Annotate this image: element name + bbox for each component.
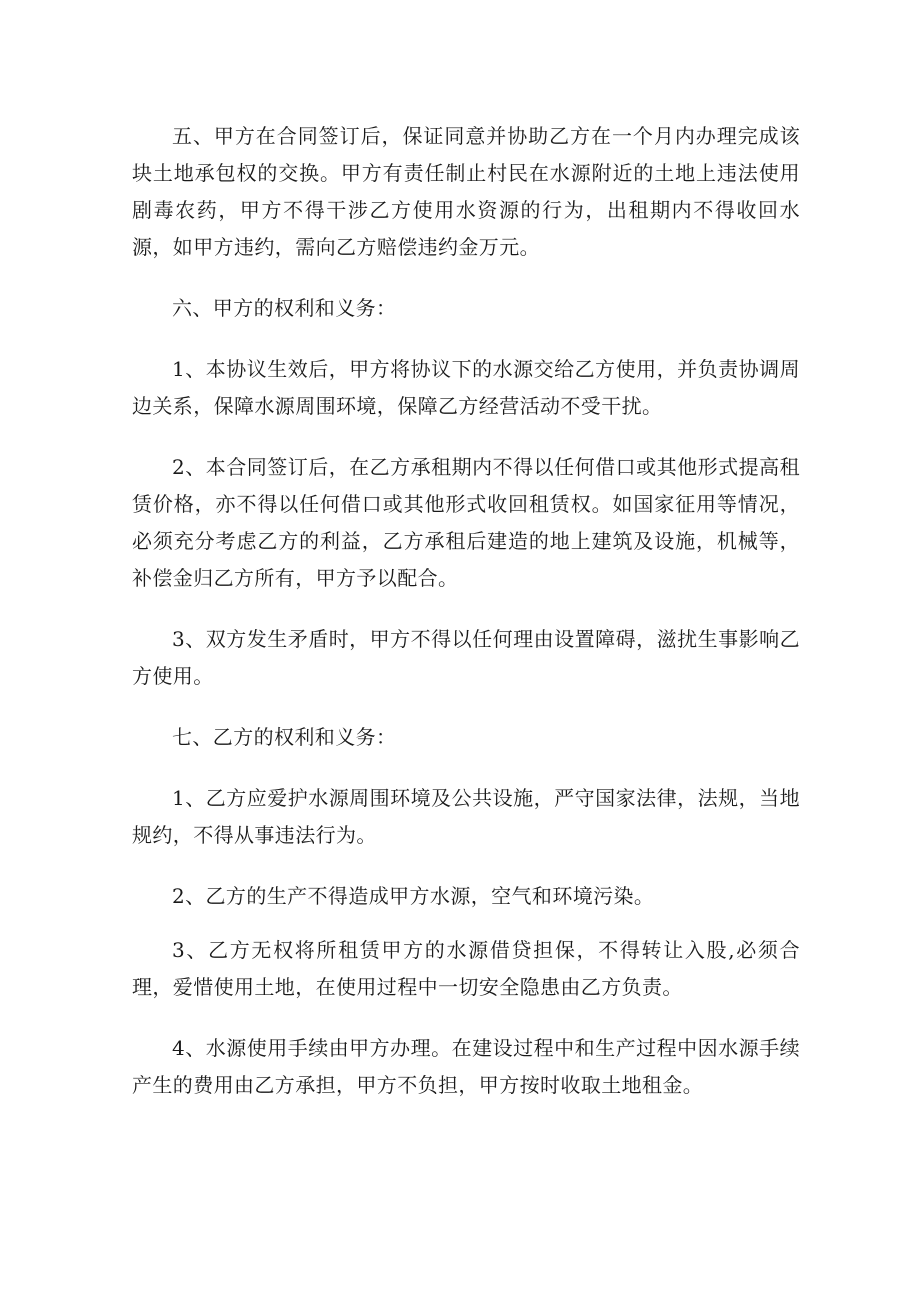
paragraph-clause-5: 五、甲方在合同签订后，保证同意并协助乙方在一个月内办理完成该块土地承包权的交换。甲方有责任制止村民在水源附近的土地上违法使用剧毒农药，甲方不得干涉乙方使用水资源的行为，出租期内不得收回水源，如甲方违约，需向乙方赔偿违约金万元。 [132,124,800,259]
paragraph-party-a-item-1: 1、本协议生效后，甲方将协议下的水源交给乙方使用，并负责协调周边关系，保障水源周围环境，保障乙方经营活动不受干扰。 [132,357,800,418]
paragraph-party-b-item-3: 3、乙方无权将所租赁甲方的水源借贷担保，不得转让入股,必须合理，爱惜使用土地，在使用过程中一切安全隐患由乙方负责。 [132,938,800,999]
paragraph-party-b-item-4: 4、水源使用手续由甲方办理。在建设过程中和生产过程中因水源手续产生的费用由乙方承担，甲方不负担，甲方按时收取土地租金。 [132,1036,800,1097]
paragraph-party-b-item-1: 1、乙方应爱护水源周围环境及公共设施，严守国家法律，法规，当地规约，不得从事违法行为。 [132,786,800,847]
paragraph-party-b-item-2: 2、乙方的生产不得造成甲方水源，空气和环境污染。 [172,884,655,908]
paragraph-party-a-item-3: 3、双方发生矛盾时，甲方不得以任何理由设置障碍，滋扰生事影响乙方使用。 [132,627,800,688]
paragraph-party-a-item-2: 2、本合同签订后，在乙方承租期内不得以任何借口或其他形式提高租赁价格，亦不得以任何借口或其他形式收回租赁权。如国家征用等情况，必须充分考虑乙方的利益，乙方承租后建造的地上建筑及设施，机械等，补偿金归乙方所有，甲方予以配合。 [132,455,800,590]
heading-party-a-rights: 六、甲方的权利和义务： [172,296,397,320]
document-body [132,118,800,1104]
heading-party-b-rights: 七、乙方的权利和义务： [172,725,397,749]
